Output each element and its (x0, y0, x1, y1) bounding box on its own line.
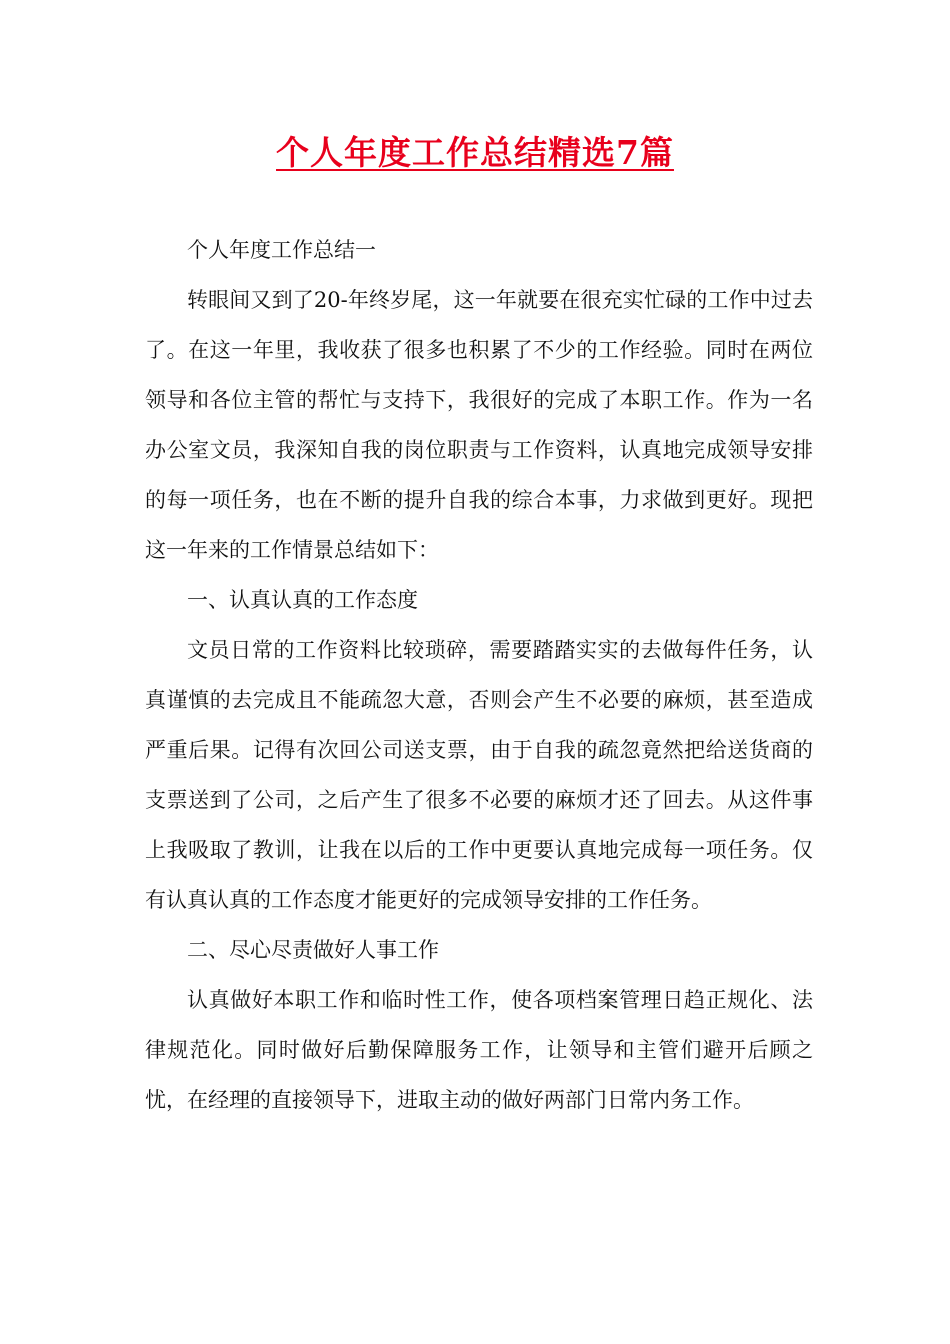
paragraph: 认真做好本职工作和临时性工作，使各项档案管理日趋正规化、法律规范化。同时做好后勤保障服务工作，让领导和主管们避开后顾之忧，在经理的直接领导下，进取主动的做好两部门日常内务工作。 (145, 988, 813, 1112)
section-heading: 个人年度工作总结一 (187, 238, 376, 262)
document-title (0, 128, 950, 178)
section-heading: 一、认真认真的工作态度 (187, 588, 418, 612)
document-title-text: 个人年度工作总结精选7篇 (276, 133, 674, 172)
paragraph: 文员日常的工作资料比较琐碎，需要踏踏实实的去做每件任务，认真谨慎的去完成且不能疏忽大意，否则会产生不必要的麻烦，甚至造成严重后果。记得有次回公司送支票，由于自我的疏忽竟然把给送货商的支票送到了公司，之后产生了很多不必要的麻烦才还了回去。从这件事上我吸取了教训，让我在以后的工作中更要认真地完成每一项任务。仅有认真认真的工作态度才能更好的完成领导安排的工作任务。 (145, 638, 813, 912)
document-body (145, 225, 813, 1125)
section-heading: 二、尽心尽责做好人事工作 (187, 938, 439, 962)
paragraph: 转眼间又到了20-年终岁尾，这一年就要在很充实忙碌的工作中过去了。在这一年里，我收获了很多也积累了不少的工作经验。同时在两位领导和各位主管的帮忙与支持下，我很好的完成了本职工作。作为一名办公室文员，我深知自我的岗位职责与工作资料，认真地完成领导安排的每一项任务，也在不断的提升自我的综合本事，力求做到更好。现把这一年来的工作情景总结如下： (145, 288, 813, 562)
